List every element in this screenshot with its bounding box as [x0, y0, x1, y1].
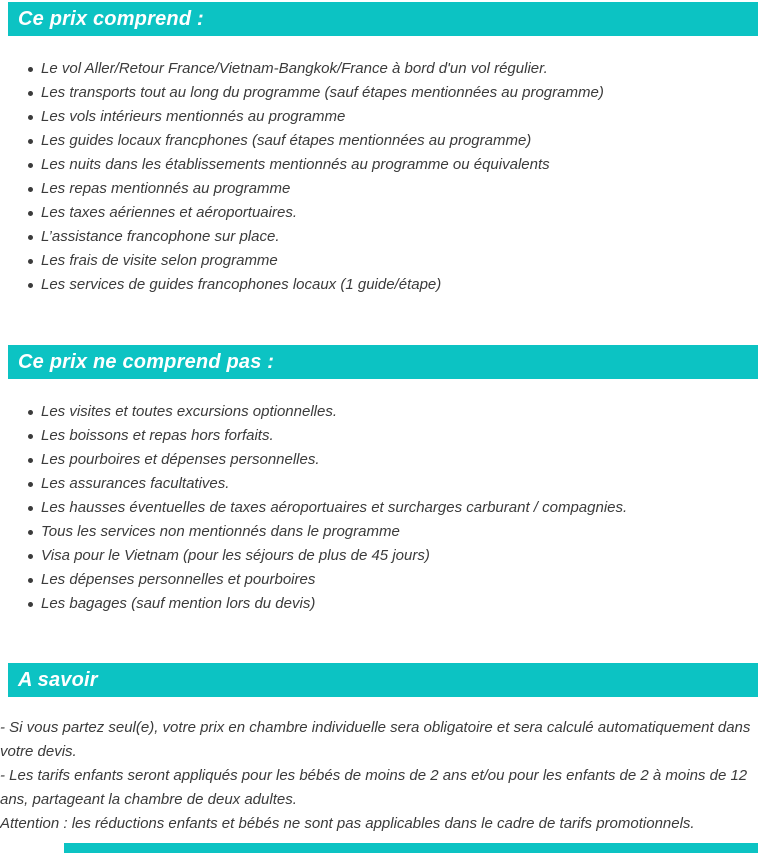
- section-title-excludes: Ce prix ne comprend pas :: [18, 350, 275, 373]
- list-item: Les dépenses personnelles et pourboires: [41, 568, 742, 592]
- list-item: Les frais de visite selon programme: [41, 249, 742, 273]
- list-item: Les services de guides francophones locaux (1 guide/étape): [41, 273, 742, 297]
- list-item: Les nuits dans les établissements mentionnés au programme ou équivalents: [41, 153, 742, 177]
- section-header-excludes: [8, 345, 758, 379]
- list-item: Le vol Aller/Retour France/Vietnam-Bangkok/France à bord d'un vol régulier.: [41, 57, 742, 81]
- section-title-notes: A savoir: [18, 668, 98, 691]
- list-item: Visa pour le Vietnam (pour les séjours de plus de 45 jours): [41, 544, 742, 568]
- section-title-includes: Ce prix comprend :: [18, 7, 204, 30]
- list-item: Tous les services non mentionnés dans le programme: [41, 520, 742, 544]
- note-paragraph: - Les tarifs enfants seront appliqués pour les bébés de moins de 2 ans et/ou pour les enfants de 2 à moins de 12 ans, partageant la chambre de deux adultes.: [0, 767, 748, 808]
- list-item: Les vols intérieurs mentionnés au programme: [41, 105, 742, 129]
- section-notes: [0, 663, 758, 836]
- section-price-includes: [0, 2, 758, 297]
- list-item: Les taxes aériennes et aéroportuaires.: [41, 201, 742, 225]
- list-item: Les boissons et repas hors forfaits.: [41, 424, 742, 448]
- note-paragraph: Attention : les réductions enfants et bébés ne sont pas applicables dans le cadre de tarifs promotionnels.: [0, 815, 695, 832]
- list-item: Les assurances facultatives.: [41, 472, 742, 496]
- list-item: Les visites et toutes excursions optionnelles.: [41, 400, 742, 424]
- list-item: L’assistance francophone sur place.: [41, 225, 742, 249]
- excludes-list: [41, 400, 758, 616]
- notes-text: [0, 716, 758, 836]
- list-item: Les hausses éventuelles de taxes aéroportuaires et surcharges carburant / compagnies.: [41, 496, 742, 520]
- note-paragraph: - Si vous partez seul(e), votre prix en chambre individuelle sera obligatoire et sera calculé automatiquement dans votre devis.: [0, 719, 751, 760]
- list-item: Les pourboires et dépenses personnelles.: [41, 448, 742, 472]
- section-price-excludes: [0, 345, 758, 616]
- list-item: Les repas mentionnés au programme: [41, 177, 742, 201]
- includes-list: [41, 57, 758, 297]
- list-item: Les transports tout au long du programme (sauf étapes mentionnées au programme): [41, 81, 742, 105]
- next-section-bar-partial: [64, 843, 758, 853]
- section-header-includes: [8, 2, 758, 36]
- section-header-notes: [8, 663, 758, 697]
- list-item: Les guides locaux francphones (sauf étapes mentionnées au programme): [41, 129, 742, 153]
- list-item: Les bagages (sauf mention lors du devis): [41, 592, 742, 616]
